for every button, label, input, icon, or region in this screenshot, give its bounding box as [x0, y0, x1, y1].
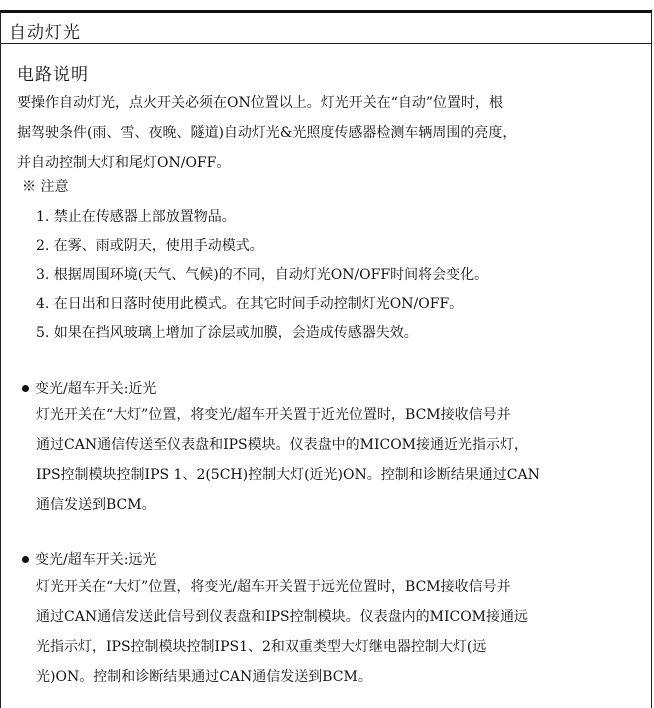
note-item: 3. 根据周围环境(天气、气候)的不同，自动灯光ON/OFF时间将会变化。	[36, 267, 489, 283]
bullet-icon	[22, 556, 29, 563]
low-beam-heading	[22, 378, 156, 398]
page-header	[0, 10, 652, 44]
high-beam-paragraph	[36, 572, 636, 692]
high-beam-line: 通过CAN通信发送此信号到仪表盘和IPS控制模块。仪表盘内的MICOM接通远	[36, 609, 529, 625]
low-beam-paragraph	[36, 400, 636, 520]
section-title: 电路说明	[17, 65, 89, 85]
low-beam-line: 灯光开关在“大灯”位置，将变光/超车开关置于近光位置时，BCM接收信号并	[36, 407, 511, 423]
low-beam-line: IPS控制模块控制IPS 1、2(5CH)控制大灯(近光)ON。控制和诊断结果通过CAN	[36, 467, 540, 483]
bullet-icon	[22, 385, 29, 392]
high-beam-line: 光指示灯，IPS控制模块控制IPS1、2和双重类型大灯继电器控制大灯(远	[36, 639, 487, 655]
header-title: 自动灯光	[9, 23, 81, 43]
intro-line: 并自动控制大灯和尾灯ON/OFF。	[17, 155, 231, 171]
note-item: 4. 在日出和日落时使用此模式。在其它时间手动控制灯光ON/OFF。	[36, 296, 464, 312]
note-item: 1. 禁止在传感器上部放置物品。	[36, 209, 236, 225]
notes-title: ※ 注意	[22, 179, 69, 195]
high-beam-title: 变光/超车开关:远光	[35, 552, 157, 568]
low-beam-line: 通信发送到BCM。	[36, 497, 156, 513]
note-item: 5. 如果在挡风玻璃上增加了涂层或加膜，会造成传感器失效。	[36, 325, 418, 341]
note-item: 2. 在雾、雨或阴天，使用手动模式。	[36, 238, 264, 254]
high-beam-heading	[22, 549, 156, 569]
low-beam-line: 通过CAN通信传送至仪表盘和IPS模块。仪表盘中的MICOM接通近光指示灯，	[36, 437, 529, 453]
intro-line: 据驾驶条件(雨、雪、夜晚、隧道)自动灯光&光照度传感器检测车辆周围的亮度，	[17, 125, 517, 141]
intro-paragraph	[17, 88, 637, 178]
high-beam-line: 灯光开关在“大灯”位置，将变光/超车开关置于远光位置时，BCM接收信号并	[36, 579, 511, 595]
intro-line: 要操作自动灯光，点火开关必须在ON位置以上。灯光开关在“自动”位置时，根	[17, 95, 504, 111]
low-beam-title: 变光/超车开关:近光	[35, 381, 157, 397]
high-beam-line: 光)ON。控制和诊断结果通过CAN通信发送到BCM。	[36, 669, 372, 685]
